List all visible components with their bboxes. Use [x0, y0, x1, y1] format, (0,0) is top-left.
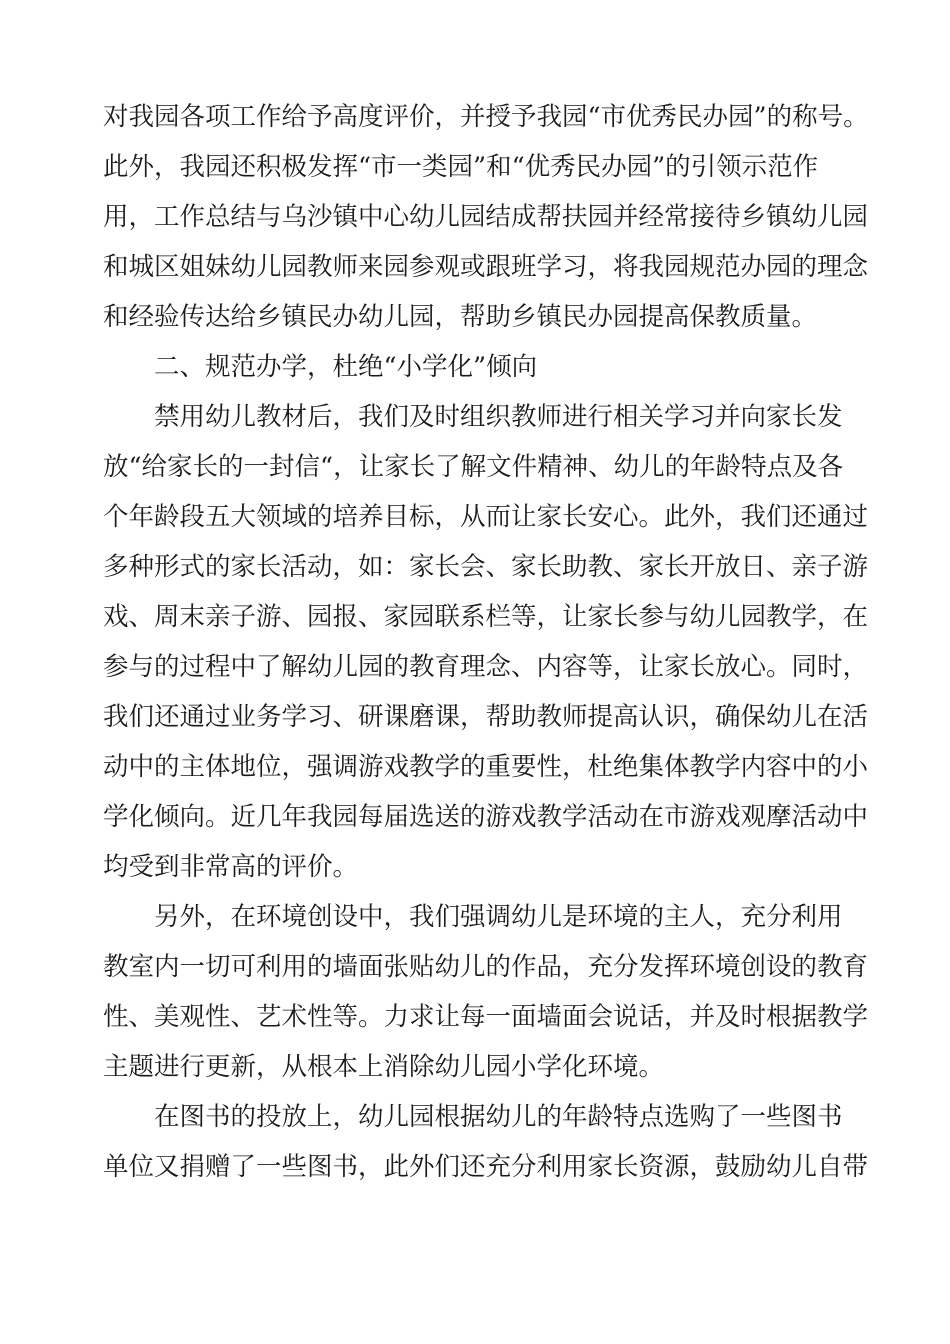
- text-line: 我们还通过业务学习、研课磨课，帮助教师提高认识，确保幼儿在活: [103, 702, 869, 732]
- text-line: 多种形式的家长活动，如：家长会、家长助教、家长开放日、亲子游: [103, 552, 869, 582]
- text-line: 另外，在环境创设中，我们强调幼儿是环境的主人，充分利用: [154, 902, 843, 932]
- text-line: 个年龄段五大领域的培养目标，从而让家长安心。此外，我们还通过: [103, 502, 869, 532]
- text-line: 对我园各项工作给予高度评价，并授予我园“市优秀民办园”的称号。: [103, 102, 869, 132]
- text-line: 禁用幼儿教材后，我们及时组织教师进行相关学习并向家长发: [154, 402, 843, 432]
- text-line: 主题进行更新，从根本上消除幼儿园小学化环境。: [103, 1052, 665, 1082]
- text-line: 学化倾向。近几年我园每届选送的游戏教学活动在市游戏观摩活动中: [103, 802, 869, 832]
- text-line: 和经验传达给乡镇民办幼儿园，帮助乡镇民办园提高保教质量。: [103, 302, 818, 332]
- text-line: 和城区姐妹幼儿园教师来园参观或跟班学习，将我园规范办园的理念: [103, 252, 869, 282]
- section-heading: 二、规范办学，杜绝“小学化”倾向: [154, 352, 538, 382]
- text-line: 参与的过程中了解幼儿园的教育理念、内容等，让家长放心。同时，: [103, 652, 869, 682]
- text-line: 戏、周末亲子游、园报、家园联系栏等，让家长参与幼儿园教学，在: [103, 602, 869, 632]
- text-line: 在图书的投放上，幼儿园根据幼儿的年龄特点选购了一些图书: [154, 1102, 843, 1132]
- text-line: 放“给家长的一封信“，让家长了解文件精神、幼儿的年龄特点及各: [103, 452, 844, 482]
- text-line: 性、美观性、艺术性等。力求让每一面墙面会说话，并及时根据教学: [103, 1002, 869, 1032]
- text-line: 动中的主体地位，强调游戏教学的重要性，杜绝集体教学内容中的小: [103, 752, 869, 782]
- text-line: 用，工作总结与乌沙镇中心幼儿园结成帮扶园并经常接待乡镇幼儿园: [103, 202, 869, 232]
- text-line: 此外，我园还积极发挥“市一类园”和“优秀民办园”的引领示范作: [103, 152, 819, 182]
- text-line: 单位又捐赠了一些图书，此外们还充分利用家长资源，鼓励幼儿自带: [103, 1152, 869, 1182]
- text-line: 均受到非常高的评价。: [103, 852, 359, 882]
- text-line: 教室内一切可利用的墙面张贴幼儿的作品，充分发挥环境创设的教育: [103, 952, 869, 982]
